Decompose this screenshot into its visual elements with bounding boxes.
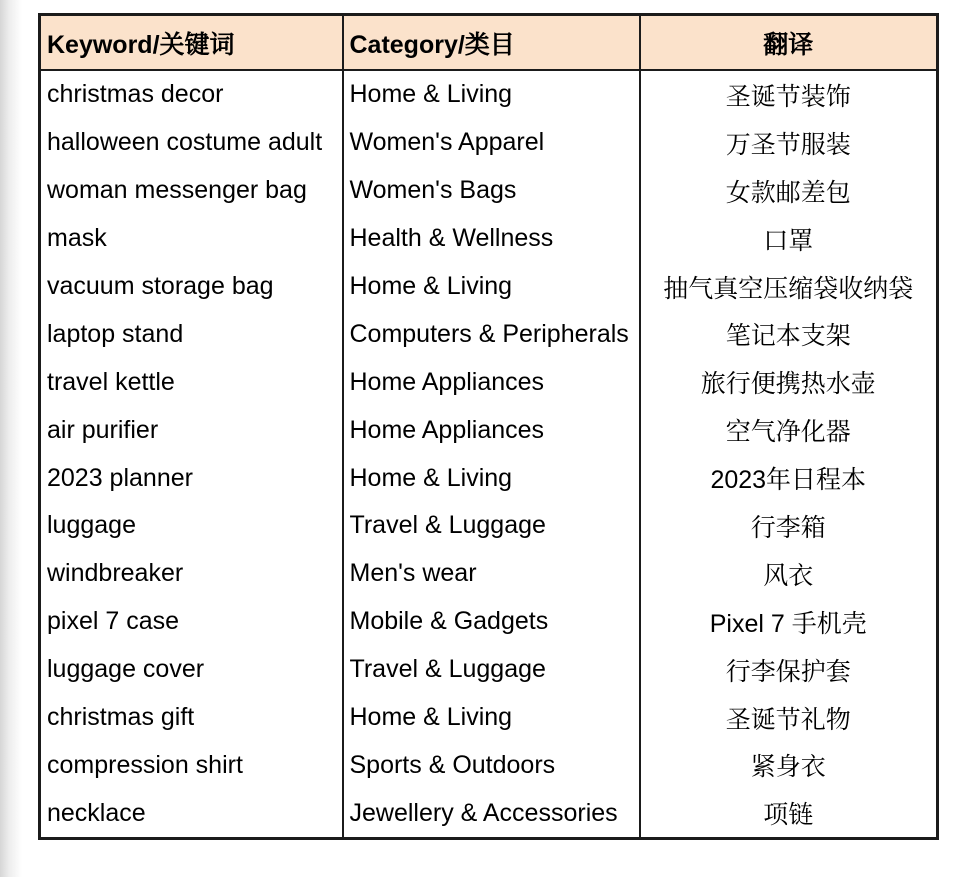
category-cell: Women's Apparel <box>343 119 640 167</box>
translation-cell: 万圣节服装 <box>640 119 938 167</box>
keyword-cell: halloween costume adult <box>40 119 343 167</box>
keyword-cell: windbreaker <box>40 550 343 598</box>
translation-cell: 女款邮差包 <box>640 167 938 215</box>
keyword-cell: air purifier <box>40 406 343 454</box>
translation-cell: Pixel 7 手机壳 <box>640 598 938 646</box>
table-row <box>40 70 938 119</box>
table-row <box>40 406 938 454</box>
category-cell: Women's Bags <box>343 167 640 215</box>
category-cell: Men's wear <box>343 550 640 598</box>
table-row <box>40 502 938 550</box>
page-edge-shadow <box>0 0 24 877</box>
category-cell: Home Appliances <box>343 406 640 454</box>
category-cell: Home & Living <box>343 454 640 502</box>
table-row <box>40 550 938 598</box>
translation-cell: 口罩 <box>640 215 938 263</box>
table-row <box>40 310 938 358</box>
table-row <box>40 741 938 789</box>
translation-cell: 抽气真空压缩袋收纳袋 <box>640 263 938 311</box>
column-header-category: Category/类目 <box>343 15 640 71</box>
keyword-translation-table <box>38 13 939 840</box>
translation-cell: 行李保护套 <box>640 646 938 694</box>
translation-cell: 空气净化器 <box>640 406 938 454</box>
keyword-cell: travel kettle <box>40 358 343 406</box>
table-row <box>40 454 938 502</box>
category-cell: Travel & Luggage <box>343 646 640 694</box>
translation-cell: 圣诞节礼物 <box>640 694 938 742</box>
keyword-cell: vacuum storage bag <box>40 263 343 311</box>
table-row <box>40 119 938 167</box>
keyword-cell: pixel 7 case <box>40 598 343 646</box>
category-cell: Home & Living <box>343 70 640 119</box>
header-row <box>40 15 938 71</box>
translation-cell: 旅行便携热水壶 <box>640 358 938 406</box>
category-cell: Home Appliances <box>343 358 640 406</box>
category-cell: Home & Living <box>343 263 640 311</box>
table-row <box>40 646 938 694</box>
keyword-cell: mask <box>40 215 343 263</box>
keyword-cell: 2023 planner <box>40 454 343 502</box>
category-cell: Travel & Luggage <box>343 502 640 550</box>
table-body <box>40 70 938 839</box>
keyword-cell: christmas gift <box>40 694 343 742</box>
translation-cell: 笔记本支架 <box>640 310 938 358</box>
category-cell: Home & Living <box>343 694 640 742</box>
translation-cell: 风衣 <box>640 550 938 598</box>
keyword-cell: christmas decor <box>40 70 343 119</box>
table-row <box>40 263 938 311</box>
category-cell: Computers & Peripherals <box>343 310 640 358</box>
keyword-cell: laptop stand <box>40 310 343 358</box>
translation-cell: 紧身衣 <box>640 741 938 789</box>
translation-cell: 项链 <box>640 789 938 838</box>
table-row <box>40 694 938 742</box>
translation-cell: 行李箱 <box>640 502 938 550</box>
table-row <box>40 598 938 646</box>
column-header-translation: 翻译 <box>640 15 938 71</box>
table-row <box>40 215 938 263</box>
table-row <box>40 167 938 215</box>
keyword-cell: luggage <box>40 502 343 550</box>
category-cell: Sports & Outdoors <box>343 741 640 789</box>
category-cell: Mobile & Gadgets <box>343 598 640 646</box>
column-header-keyword: Keyword/关键词 <box>40 15 343 71</box>
table-row <box>40 789 938 838</box>
keyword-cell: necklace <box>40 789 343 838</box>
translation-cell: 2023年日程本 <box>640 454 938 502</box>
keyword-cell: luggage cover <box>40 646 343 694</box>
category-cell: Health & Wellness <box>343 215 640 263</box>
table-row <box>40 358 938 406</box>
keyword-cell: compression shirt <box>40 741 343 789</box>
translation-cell: 圣诞节装饰 <box>640 70 938 119</box>
keyword-cell: woman messenger bag <box>40 167 343 215</box>
category-cell: Jewellery & Accessories <box>343 789 640 838</box>
